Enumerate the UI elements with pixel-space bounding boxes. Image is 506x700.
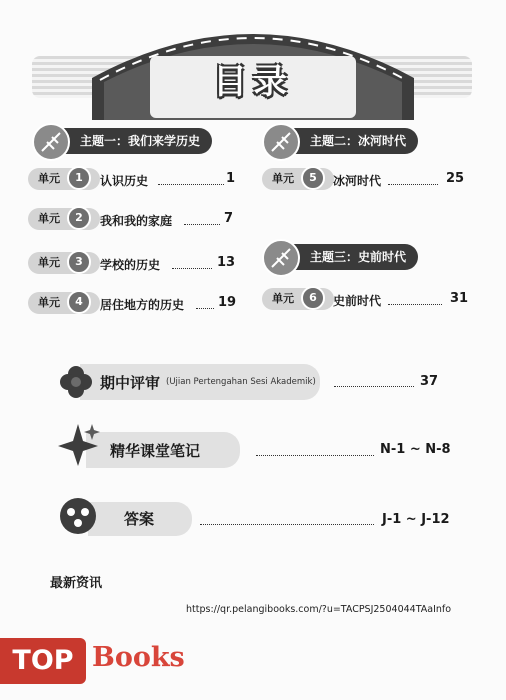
watermark-logo-books: Books xyxy=(92,642,185,673)
section-page-notes: N-1 ~ N-8 xyxy=(380,442,451,457)
unit-title-2: 我和我的家庭 xyxy=(100,214,173,228)
sparkle-icon xyxy=(56,422,100,468)
unit-page-4: 19 xyxy=(218,295,237,310)
leader-dots xyxy=(184,224,220,225)
leader-dots xyxy=(334,386,414,387)
unit-title-1: 认识历史 xyxy=(100,174,149,188)
unit-number-5: 5 xyxy=(301,166,325,190)
section-page-midterm: 37 xyxy=(420,374,439,389)
unit-label: 单元 xyxy=(38,296,60,309)
section-page-answers: J-1 ~ J-12 xyxy=(382,512,450,527)
unit-number-1: 1 xyxy=(67,166,91,190)
unit-number-6: 6 xyxy=(301,286,325,310)
watermark-logo-top: TOP xyxy=(0,638,86,684)
unit-title-5: 冰河时代 xyxy=(333,174,382,188)
unit-page-6: 31 xyxy=(450,291,469,306)
section-subtitle-midterm: (Ujian Pertengahan Sesi Akademik) xyxy=(166,377,316,387)
leader-dots xyxy=(200,524,374,525)
unit-number-3: 3 xyxy=(67,250,91,274)
unit-title-3: 学校的历史 xyxy=(100,258,161,272)
section-title-midterm: 期中评审 xyxy=(100,374,161,392)
news-title: 最新资讯 xyxy=(50,576,103,591)
smiley-icon xyxy=(58,496,98,536)
section-title-answers: 答案 xyxy=(124,510,155,528)
theme-label-2: 主题二：冰河时代 xyxy=(310,134,407,148)
unit-page-1: 1 xyxy=(226,171,236,186)
unit-label: 单元 xyxy=(38,212,60,225)
unit-number-2: 2 xyxy=(67,206,91,230)
leaf-icon xyxy=(32,123,70,161)
news-url[interactable]: https://qr.pelangibooks.com/?u=TACPSJ2504044TAaInfo xyxy=(186,604,452,615)
unit-label: 单元 xyxy=(38,172,60,185)
leaf-icon xyxy=(262,123,300,161)
unit-title-6: 史前时代 xyxy=(333,294,382,308)
unit-number-4: 4 xyxy=(67,290,91,314)
leader-dots xyxy=(388,304,442,305)
unit-label: 单元 xyxy=(38,256,60,269)
leader-dots xyxy=(256,455,374,456)
page-title: 目录 xyxy=(213,62,293,102)
unit-page-5: 25 xyxy=(446,171,465,186)
theme-label-1: 主题一：我们来学历史 xyxy=(80,134,201,148)
leader-dots xyxy=(196,308,214,309)
leader-dots xyxy=(388,184,438,185)
leader-dots xyxy=(172,268,212,269)
unit-page-2: 7 xyxy=(224,211,234,226)
unit-title-4: 居住地方的历史 xyxy=(100,298,185,312)
section-title-notes: 精华课堂笔记 xyxy=(110,442,201,460)
unit-label: 单元 xyxy=(272,172,294,185)
theme-label-3: 主题三：史前时代 xyxy=(310,250,407,264)
unit-label: 单元 xyxy=(272,292,294,305)
flower-icon xyxy=(58,364,94,400)
leaf-icon xyxy=(262,239,300,277)
unit-page-3: 13 xyxy=(217,255,236,270)
leader-dots xyxy=(158,184,224,185)
